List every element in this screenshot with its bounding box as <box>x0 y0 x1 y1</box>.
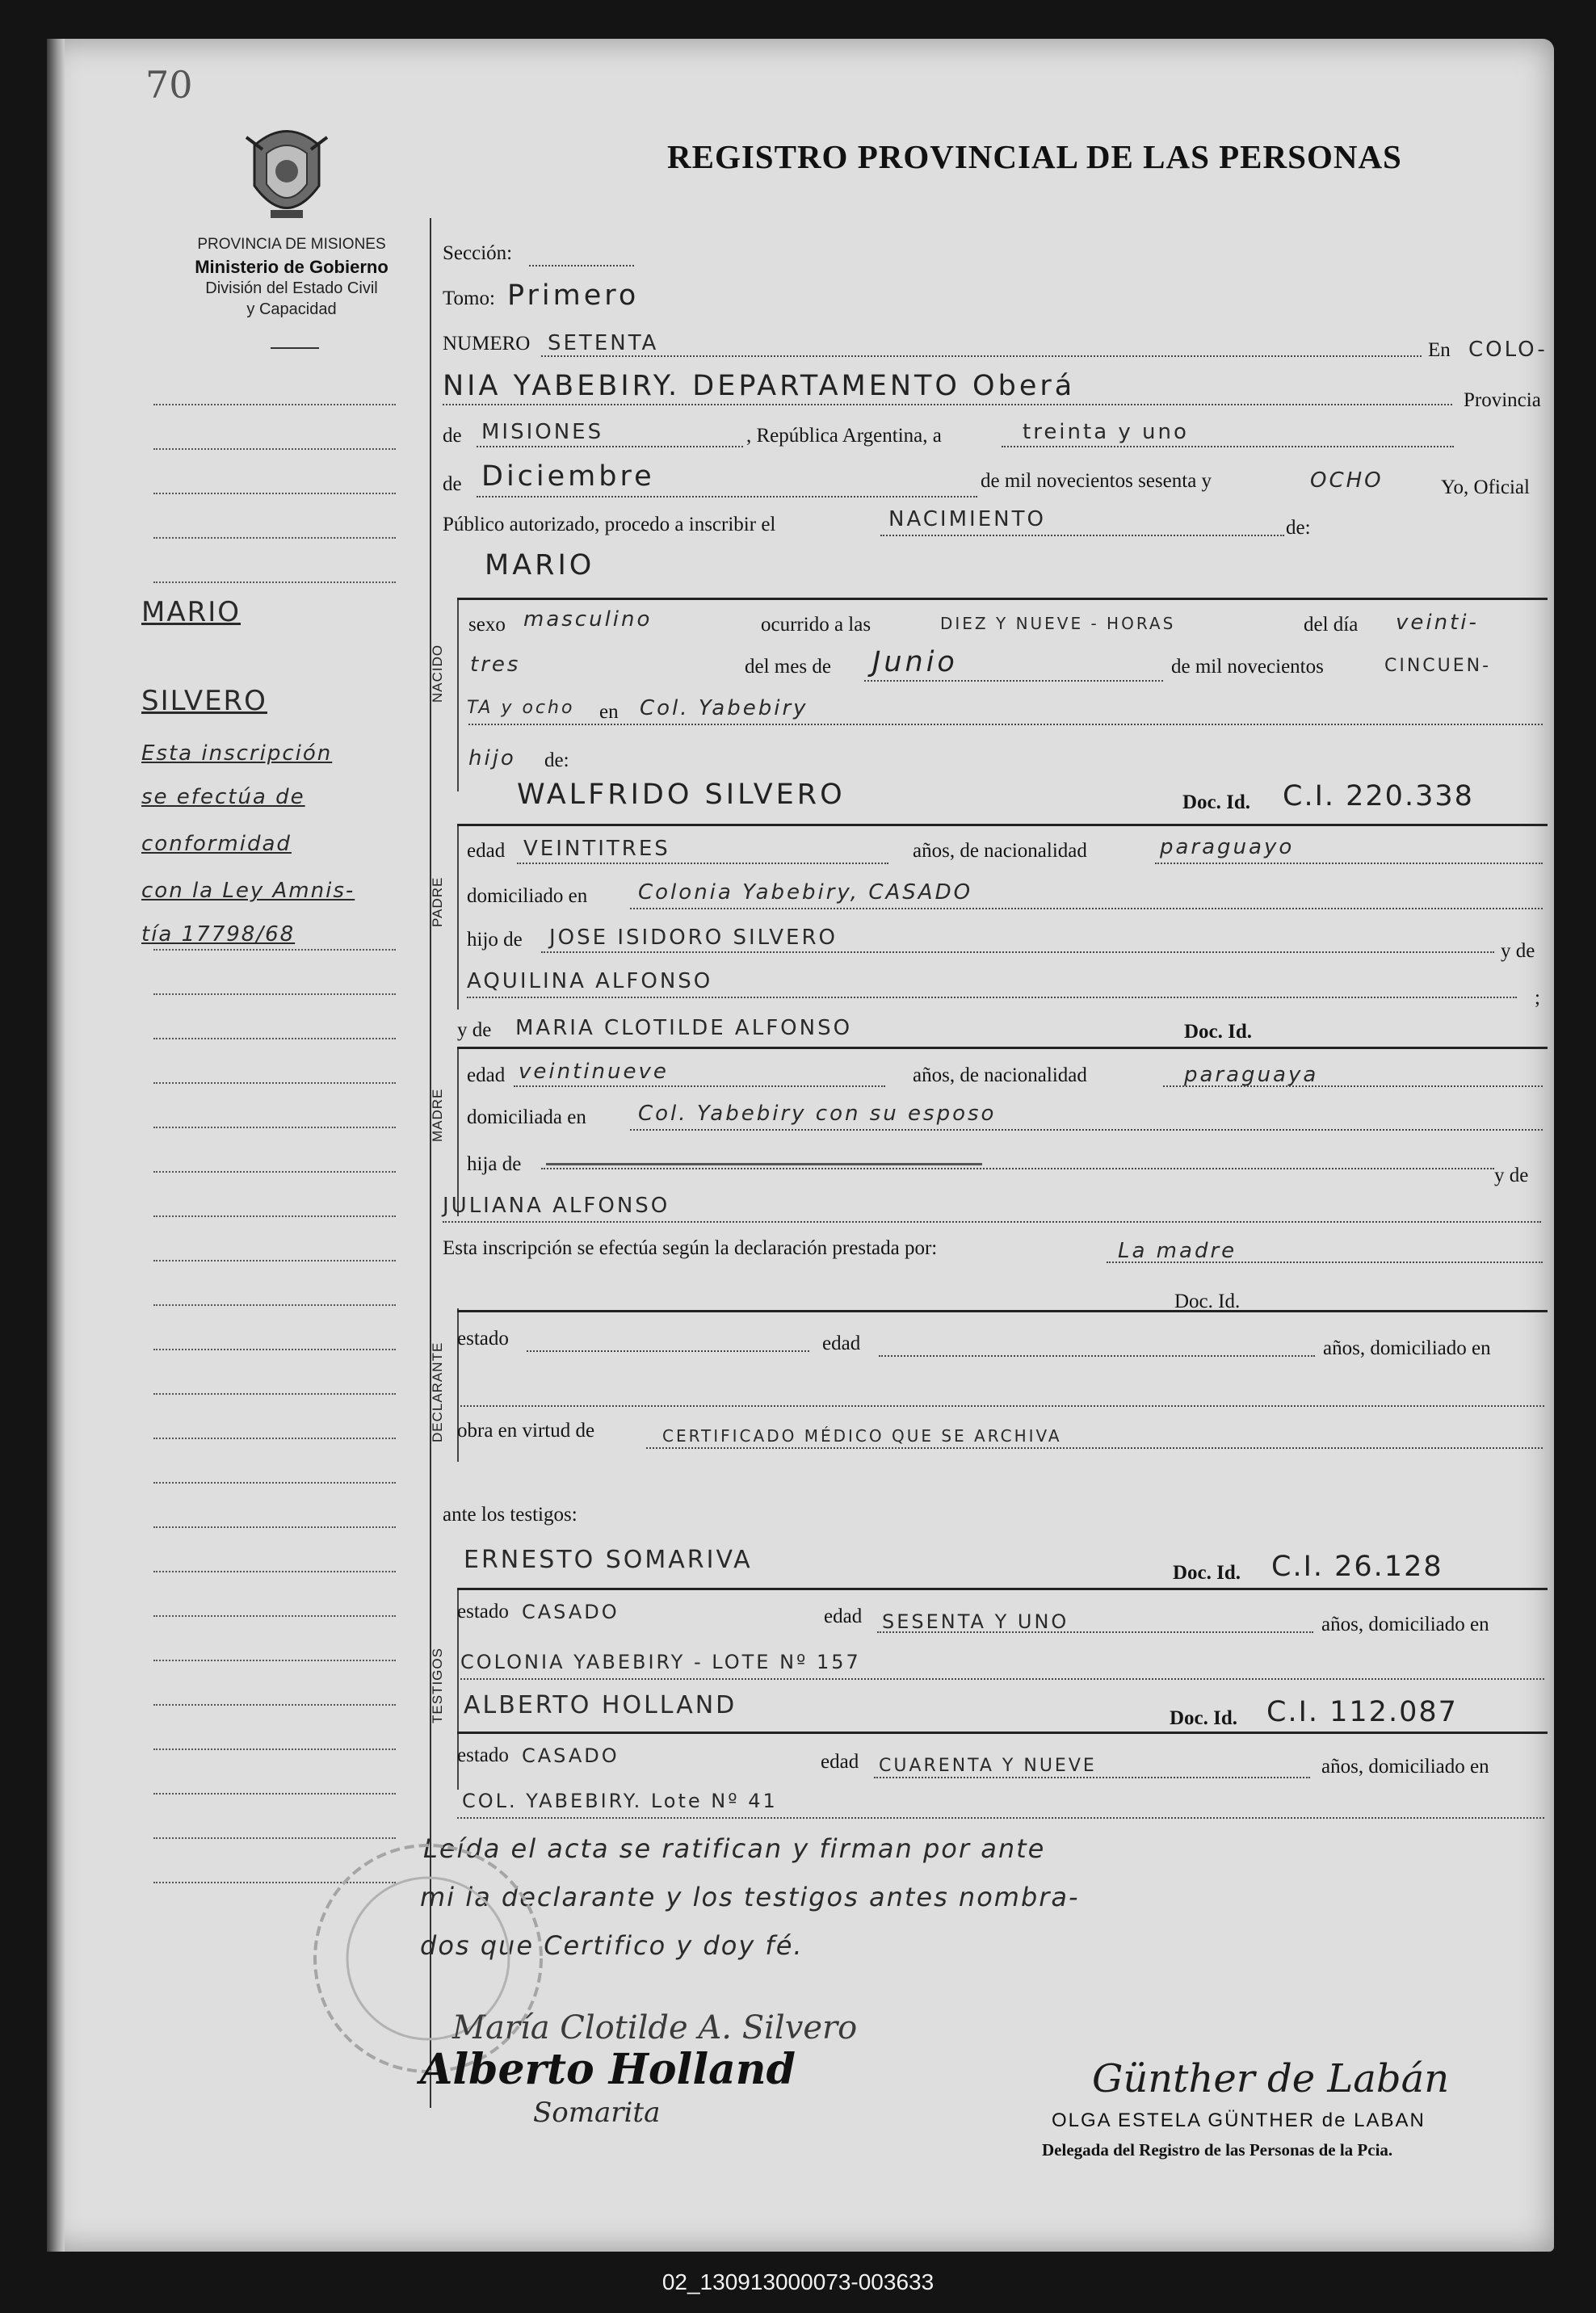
padre-doc-label: Doc. Id. <box>1182 791 1251 813</box>
de-label-2: de <box>443 473 462 495</box>
madre-hija-de-strikeout <box>546 1163 982 1165</box>
margin-line <box>153 1704 396 1706</box>
testigo1-estado-value: CASADO <box>522 1601 620 1623</box>
declarante-estado-label: estado <box>457 1328 509 1350</box>
padre-padre-value: JOSE ISIDORO SILVERO <box>549 926 838 950</box>
del-dia-label: del día <box>1304 614 1359 636</box>
testigo1-anios-label: años, domiciliado en <box>1321 1614 1489 1635</box>
de-label: de <box>443 425 462 447</box>
month-value: Diciembre <box>481 460 655 493</box>
padre-edad-field <box>517 863 888 864</box>
testigo1-edad-label: edad <box>824 1606 863 1627</box>
padre-nacionalidad-field <box>1155 863 1543 864</box>
dia-value: veinti- <box>1396 611 1479 635</box>
margin-line <box>153 1571 396 1572</box>
testigo1-domicilio-value: COLONIA YABEBIRY - LOTE Nº 157 <box>460 1651 861 1673</box>
madre-edad-label: edad <box>467 1064 506 1086</box>
testigo2-rule <box>457 1732 1548 1734</box>
madre-domicilio-label: domiciliada en <box>467 1106 586 1128</box>
madre-madre-value: JULIANA ALFONSO <box>443 1194 670 1218</box>
tomo-value: Primero <box>507 279 640 312</box>
testigo2-anios-label: años, domiciliado en <box>1321 1756 1489 1778</box>
padre-edad-label: edad <box>467 840 506 862</box>
en-value: COLO- <box>1468 338 1548 362</box>
margin-line <box>153 1438 396 1439</box>
declarante-doc-label: Doc. Id. <box>1174 1291 1241 1312</box>
provincia-value: MISIONES <box>481 420 604 444</box>
section-label-nacido: NACIDO <box>430 644 445 703</box>
margin-line <box>153 1082 396 1084</box>
closing-line-2: mi la declarante y los testigos antes nombra- <box>420 1882 1080 1912</box>
madre-hija-de-label: hija de <box>467 1153 522 1175</box>
testigo1-name: ERNESTO SOMARIVA <box>464 1546 753 1574</box>
declarante-rule <box>457 1310 1548 1312</box>
signature-witness-holland: Alberto Holland <box>420 2045 796 2094</box>
padre-edad-value: VEINTITRES <box>523 837 670 861</box>
margin-line <box>153 1393 396 1395</box>
testigo2-domicilio-field <box>457 1817 1544 1819</box>
lugar-field <box>468 724 1543 725</box>
mes-field <box>864 680 1163 682</box>
closing-line-3: dos que Certifico y doy fé. <box>420 1930 804 1961</box>
nacido-rule <box>457 598 1548 600</box>
declarante-domicilio-field <box>457 1405 1544 1407</box>
place-value: NIA YABEBIRY. DEPARTAMENTO Oberá <box>443 370 1076 402</box>
anio-value: CINCUEN- <box>1384 656 1492 676</box>
testigo2-edad-value: CUARENTA Y NUEVE <box>879 1756 1097 1776</box>
year-value: OCHO <box>1310 468 1384 493</box>
madre-bracket <box>457 1047 459 1216</box>
testigo2-estado-label: estado <box>457 1744 509 1766</box>
book-binding <box>47 39 65 2252</box>
issuer-division: División del Estado Civil <box>205 279 378 297</box>
day-value: treinta y uno <box>1023 420 1189 444</box>
margin-line <box>153 1660 396 1661</box>
nacido-bracket <box>457 598 459 791</box>
madre-nacionalidad-field <box>1163 1085 1543 1087</box>
margin-line <box>153 1482 396 1484</box>
margin-note-line: tía 17798/68 <box>141 922 296 947</box>
signature-witness-somariva: Somarita <box>533 2097 661 2129</box>
provincia-label: Provincia <box>1464 389 1541 411</box>
margin-line <box>153 1615 396 1617</box>
declarante-edad-label: edad <box>822 1333 861 1354</box>
yo-label: Yo, Oficial <box>1441 476 1530 498</box>
declarante-intro-label: Esta inscripción se efectúa según la declaración prestada por: <box>443 1237 938 1259</box>
madre-y-de2-label: y de <box>1494 1165 1529 1186</box>
margin-note-line: se efectúa de <box>141 785 305 809</box>
issuer-ministry: Ministerio de Gobierno <box>195 257 388 277</box>
margin-line <box>153 949 396 951</box>
sexo-value: masculino <box>523 607 653 632</box>
madre-name: MARIA CLOTILDE ALFONSO <box>515 1016 853 1040</box>
place-field <box>443 404 1452 405</box>
margin-note-line: con la Ley Amnis- <box>141 879 355 903</box>
testigo1-rule <box>457 1588 1548 1590</box>
mes-value: Junio <box>872 646 958 678</box>
padre-nacionalidad-value: paraguayo <box>1160 835 1295 859</box>
republica-label: , República Argentina, a <box>746 425 942 447</box>
madre-domicilio-value: Col. Yabebiry con su esposo <box>638 1102 997 1126</box>
declarante-edad-field <box>879 1355 1315 1357</box>
padre-doc-value: C.I. 220.338 <box>1283 780 1474 812</box>
margin-line <box>153 1171 396 1173</box>
seccion-label: Sección: <box>443 242 513 264</box>
numero-value: SETENTA <box>548 331 659 355</box>
section-label-madre: MADRE <box>430 1088 445 1142</box>
image-id-caption: 02_130913000073-003633 <box>662 2269 934 2294</box>
hijo-value: hijo <box>468 746 516 770</box>
padre-madre-field <box>467 997 1517 998</box>
numero-label: NUMERO <box>443 333 531 355</box>
padre-padre-field <box>541 951 1494 953</box>
margin-line <box>153 1349 396 1350</box>
testigo2-edad-label: edad <box>821 1751 859 1773</box>
madre-edad-value: veintinueve <box>519 1060 669 1084</box>
hora-value: DIEZ Y NUEVE - HORAS <box>940 614 1176 633</box>
official-name: OLGA ESTELA GÜNTHER de LABAN <box>1052 2109 1426 2131</box>
padre-rule <box>457 824 1548 826</box>
section-label-declarante: DECLARANTE <box>430 1341 445 1442</box>
provincia-field <box>477 446 743 447</box>
margin-rule <box>430 218 431 2108</box>
page-title: REGISTRO PROVINCIAL DE LAS PERSONAS <box>667 138 1402 175</box>
day-field <box>1002 446 1454 447</box>
page-number: 70 <box>145 63 193 107</box>
padre-name: WALFRIDO SILVERO <box>517 779 846 811</box>
declarante-anios-label: años, domiciliado en <box>1323 1337 1491 1359</box>
coat-of-arms-icon <box>238 121 335 234</box>
anio-value-2: TA y ocho <box>467 698 575 718</box>
margin-surname: SILVERO <box>141 685 267 717</box>
del-mes-label: del mes de <box>745 656 831 678</box>
declarante-obra-field <box>646 1447 1543 1449</box>
margin-note-line: conformidad <box>141 832 292 856</box>
section-label-padre: PADRE <box>430 876 445 927</box>
acto-field <box>880 535 1284 536</box>
lugar-value: Col. Yabebiry <box>640 696 808 720</box>
closing-line-1: Leída el acta se ratifican y firman por ante <box>423 1833 1046 1864</box>
testigo1-edad-value: SESENTA Y UNO <box>882 1610 1069 1633</box>
madre-doc-label: Doc. Id. <box>1184 1021 1253 1043</box>
margin-line <box>153 1038 396 1039</box>
publico-label: Público autorizado, procedo a inscribir el <box>443 514 776 535</box>
issuer-division-2: y Capacidad <box>246 300 337 318</box>
madre-edad-field <box>514 1085 885 1087</box>
madre-hija-de-field <box>541 1168 1494 1169</box>
official-title: Delegada del Registro de las Personas de la Pcia. <box>1042 2140 1393 2160</box>
mil-label: de mil novecientos <box>1171 656 1324 678</box>
margin-line <box>153 1748 396 1750</box>
margin-line <box>153 581 396 583</box>
testigo2-doc-label: Doc. Id. <box>1170 1707 1238 1729</box>
tomo-label: Tomo: <box>443 288 495 309</box>
madre-madre-field <box>443 1221 1541 1223</box>
margin-line <box>153 1260 396 1261</box>
margin-line <box>153 493 396 494</box>
padre-hijo-de-label: hijo de <box>467 929 523 951</box>
declarante-intro-field <box>1107 1261 1543 1263</box>
padre-domicilio-value: Colonia Yabebiry, CASADO <box>638 880 973 905</box>
testigo2-name: ALBERTO HOLLAND <box>464 1691 737 1719</box>
testigo1-edad-field <box>877 1631 1313 1633</box>
signature-mother: María Clotilde A. Silvero <box>452 2009 858 2046</box>
en-label: En <box>1428 339 1451 361</box>
padre-bracket <box>457 824 459 1010</box>
nacido-name: MARIO <box>485 549 595 581</box>
padre-y-de-label: y de <box>1501 940 1535 962</box>
padre-madre-value: AQUILINA ALFONSO <box>467 969 713 993</box>
margin-line <box>153 448 396 450</box>
issuer-divider <box>271 347 319 349</box>
margin-name: MARIO <box>141 596 242 628</box>
margin-line <box>153 537 396 539</box>
seccion-field <box>529 265 634 267</box>
margin-line <box>153 1526 396 1528</box>
testigo2-domicilio-value: COL. YABEBIRY. Lote Nº 41 <box>462 1790 778 1812</box>
testigo2-doc-value: C.I. 112.087 <box>1266 1696 1458 1728</box>
testigo2-edad-field <box>874 1777 1310 1778</box>
numero-field <box>541 355 1422 357</box>
padre-anios-label: años, de nacionalidad <box>913 840 1087 862</box>
hijo-de-label: de: <box>544 749 569 771</box>
section-label-testigos: TESTIGOS <box>430 1648 445 1723</box>
nacido-en-label: en <box>599 701 619 723</box>
testigo1-estado-label: estado <box>457 1601 509 1622</box>
sexo-label: sexo <box>468 614 506 636</box>
testigo1-doc-value: C.I. 26.128 <box>1271 1551 1443 1583</box>
issuer-province: PROVINCIA DE MISIONES <box>197 236 386 253</box>
testigos-ante-label: ante los testigos: <box>443 1504 578 1526</box>
margin-note-line: Esta inscripción <box>141 741 333 766</box>
margin-line <box>153 404 396 405</box>
margin-line <box>153 1215 396 1217</box>
month-field <box>477 496 977 497</box>
declarante-intro-value: La madre <box>1118 1239 1237 1263</box>
declarante-obra-label: obra en virtud de <box>457 1420 595 1442</box>
padre-semicolon: ; <box>1535 987 1540 1009</box>
margin-line <box>153 1304 396 1306</box>
margin-line <box>153 993 396 995</box>
testigo1-domicilio-field <box>457 1678 1544 1680</box>
dia-value-2: tres <box>470 653 521 677</box>
year-label: de mil novecientos sesenta y <box>981 470 1212 492</box>
madre-rule <box>457 1047 1548 1049</box>
madre-y-de-label: y de <box>457 1019 492 1041</box>
de2-label: de: <box>1286 517 1311 539</box>
ocurrido-label: ocurrido a las <box>761 614 872 636</box>
declarante-obra-value: CERTIFICADO MÉDICO QUE SE ARCHIVA <box>662 1426 1062 1446</box>
testigo2-estado-value: CASADO <box>522 1744 620 1767</box>
padre-domicilio-field <box>630 908 1543 909</box>
madre-nacionalidad-value: paraguaya <box>1184 1063 1319 1087</box>
padre-domicilio-label: domiciliado en <box>467 885 588 907</box>
signature-official: Günther de Labán <box>1092 2056 1450 2101</box>
acto-value: NACIMIENTO <box>888 507 1046 531</box>
declarante-estado-field <box>527 1350 809 1352</box>
margin-line <box>153 1127 396 1128</box>
testigo1-doc-label: Doc. Id. <box>1173 1562 1241 1584</box>
madre-anios-label: años, de nacionalidad <box>913 1064 1087 1086</box>
margin-line <box>153 1793 396 1795</box>
madre-domicilio-field <box>630 1129 1543 1131</box>
